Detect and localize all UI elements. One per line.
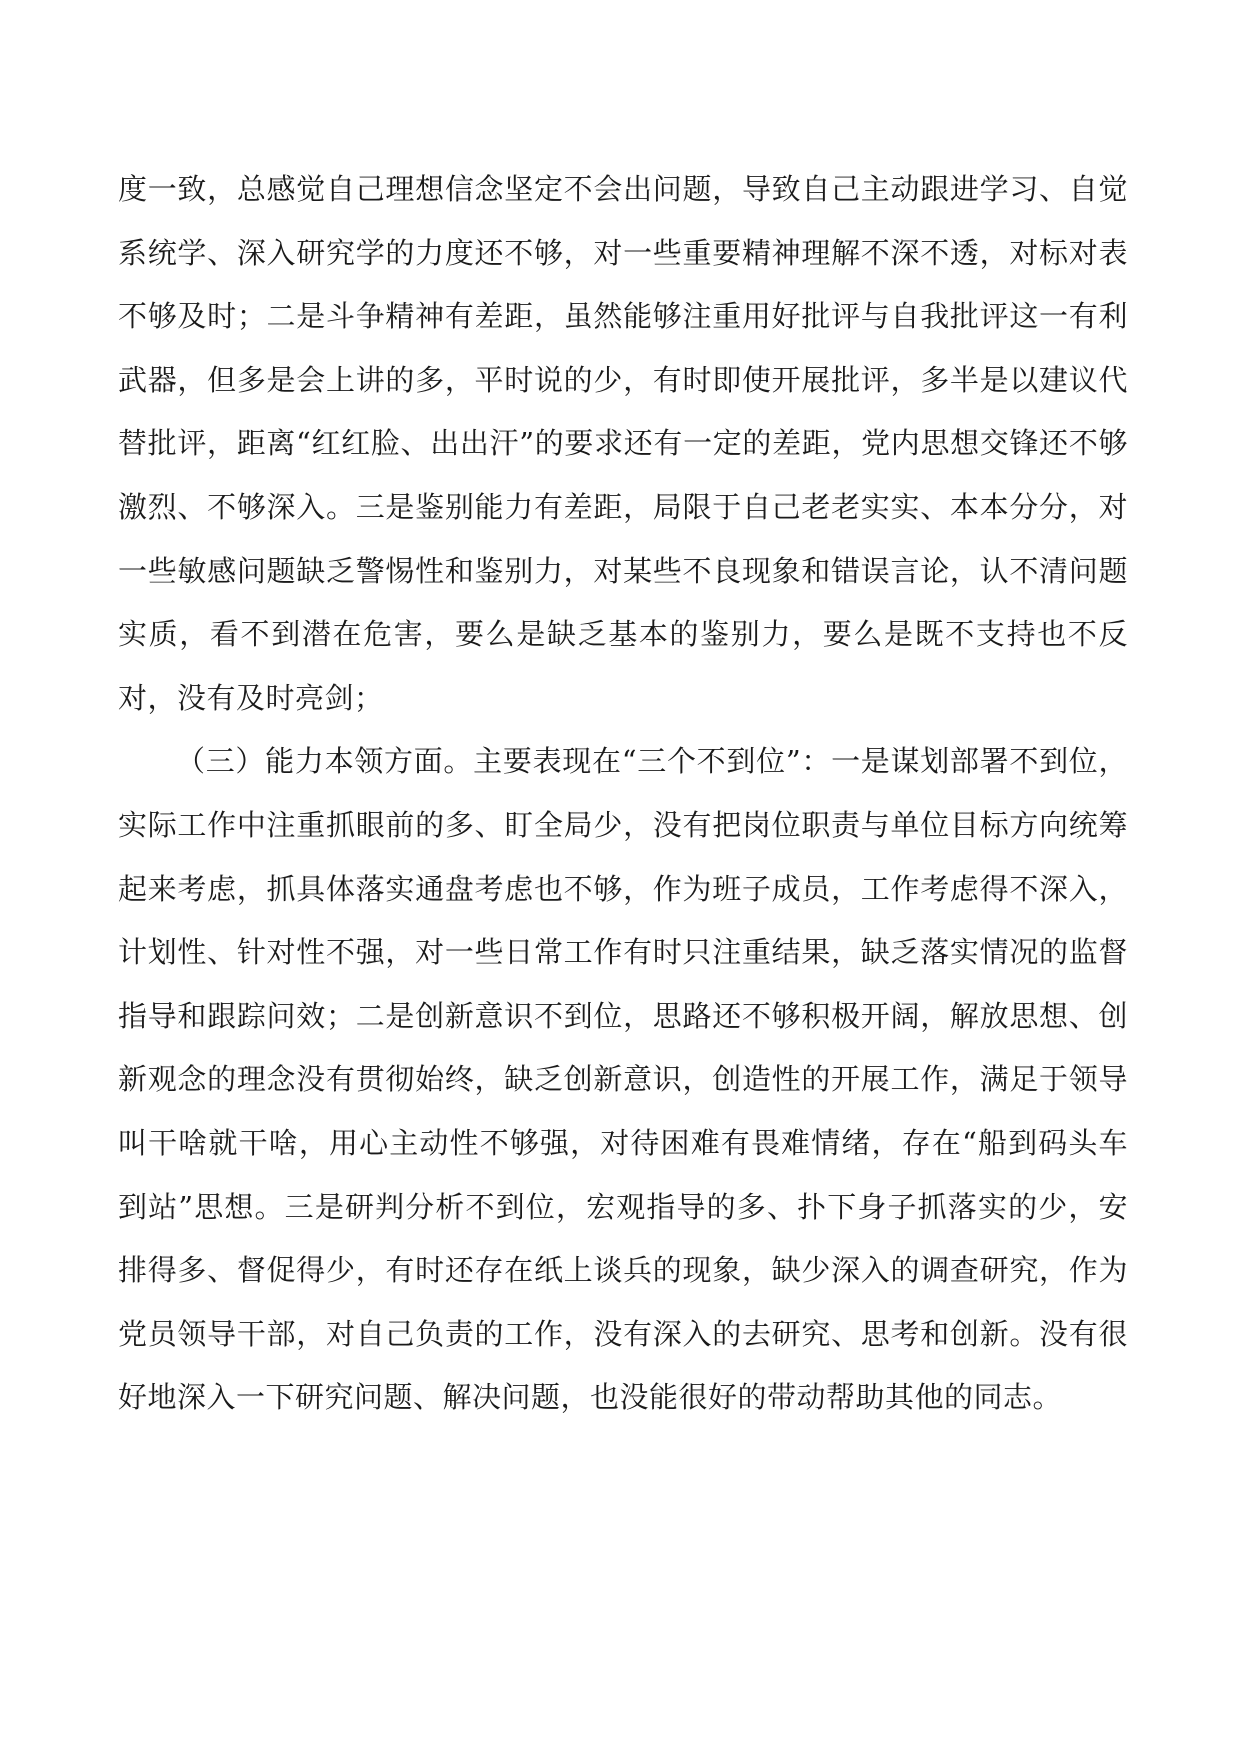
paragraph-ideals-and-struggle: 度一致，总感觉自己理想信念坚定不会出问题，导致自己主动跟进学习、自觉系统学、深入研究学的力度还不够，对一些重要精神理解不深不透，对标对表不够及时；二是斗争精神有差距，虽然能够注重用好批评与自我批评这一有利武器，但多是会上讲的多，平时说的少，有时即使开展批评，多半是以建议代替批评，距离“红红脸、出出汗”的要求还有一定的差距，党内思想交锋还不够激烈、不够深入。三是鉴别能力有差距，局限于自己老老实实、本本分分，对一些敏感问题缺乏警惕性和鉴别力，对某些不良现象和错误言论，认不清问题实质，看不到潜在危害，要么是缺乏基本的鉴别力，要么是既不支持也不反对，没有及时亮剑； [118, 172, 1128, 715]
paragraph-ability-section: （三）能力本领方面。主要表现在“三个不到位”：一是谋划部署不到位，实际工作中注重抓眼前的多、盯全局少，没有把岗位职责与单位目标方向统筹起来考虑，抓具体落实通盘考虑也不够，作为班子成员，工作考虑得不深入，计划性、针对性不强，对一些日常工作有时只注重结果，缺乏落实情况的监督指导和跟踪问效；二是创新意识不到位，思路还不够积极开阔，解放思想、创新观念的理念没有贯彻始终，缺乏创新意识，创造性的开展工作，满足于领导叫干啥就干啥，用心主动性不够强，对待困难有畏难情绪，存在“船到码头车到站”思想。三是研判分析不到位，宏观指导的多、扑下身子抓落实的少，安排得多、督促得少，有时还存在纸上谈兵的现象，缺少深入的调查研究，作为党员领导干部，对自己负责的工作，没有深入的去研究、思考和创新。没有很好地深入一下研究问题、解决问题，也没能很好的带动帮助其他的同志。 [118, 744, 1128, 1415]
document-body [118, 158, 1128, 1430]
